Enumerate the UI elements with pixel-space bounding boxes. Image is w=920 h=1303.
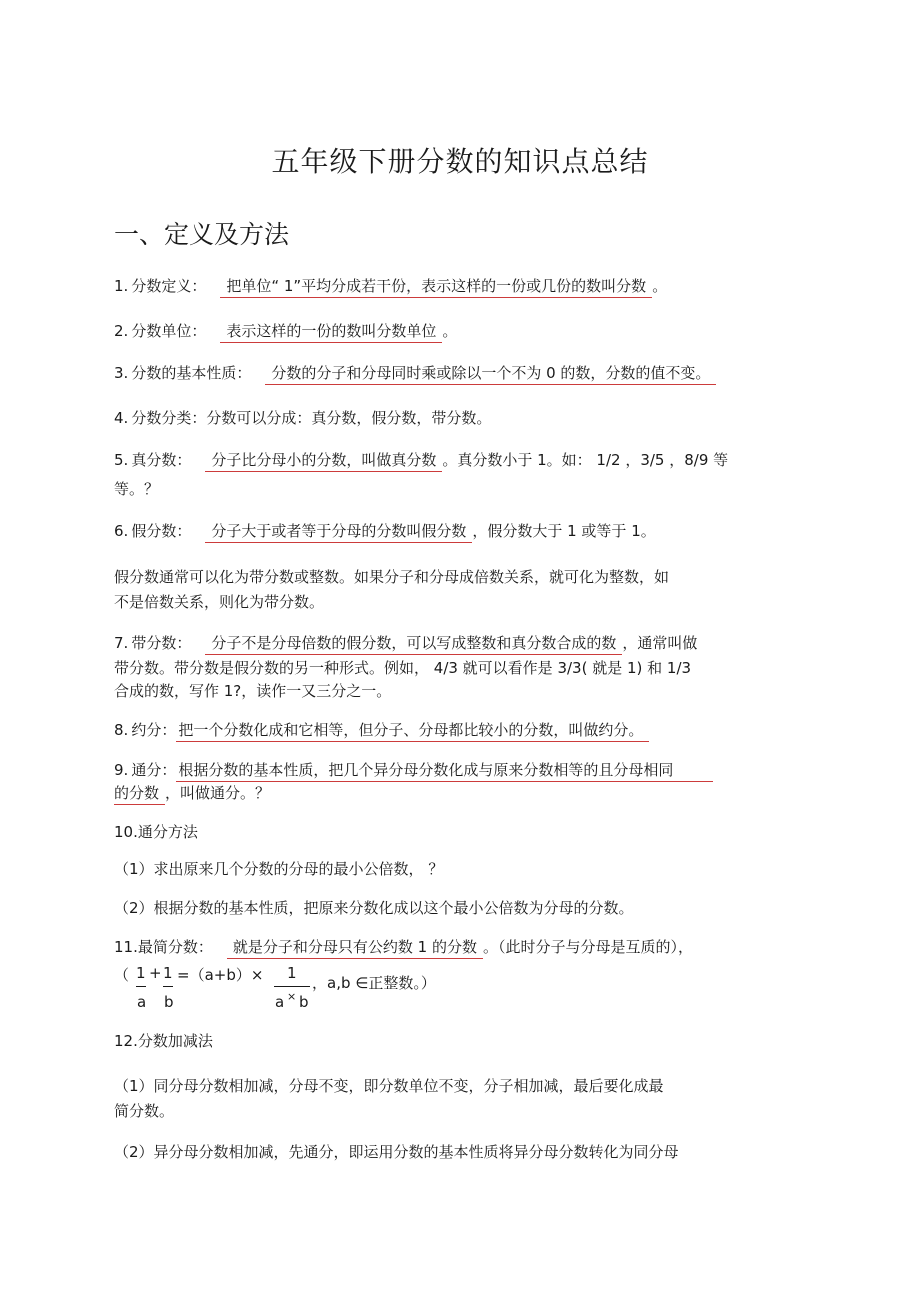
definition-underlined: 就是分子和分母只有公约数 1 的分数 xyxy=(227,938,483,959)
formula-denominator-3a: a xyxy=(275,993,285,1011)
item-number: 2. xyxy=(114,322,129,340)
item-7-line-2: 带分数。带分数是假分数的另一种形式。例如， 4/3 就可以看作是 3/3( 就是 1) 和 1/3 xyxy=(114,659,692,677)
formula-fraction-bar-1 xyxy=(136,986,146,987)
item-end: 。 xyxy=(652,277,668,295)
definition-underlined: 分子大于或者等于分母的分数叫假分数 xyxy=(205,522,472,543)
item-number: 3. xyxy=(114,364,129,382)
item-11 xyxy=(114,937,693,957)
item-end: 。 xyxy=(442,322,458,340)
item-12 xyxy=(114,1031,213,1051)
paragraph-improper-fraction: 假分数通常可以化为带分数或整数。如果分子和分母成倍数关系，就可化为整数，如 xyxy=(114,568,670,586)
definition-underlined: 把单位“ 1”平均分成若干份，表示这样的一份或几份的数叫分数 xyxy=(220,277,652,298)
item-3 xyxy=(114,363,716,383)
item-label: 通分： xyxy=(131,761,177,779)
formula-numerator-3: 1 xyxy=(287,964,297,982)
item-label: 最简分数： xyxy=(137,938,213,956)
definition-underlined: 把一个分数化成和它相等，但分子、分母都比较小的分数，叫做约分。 xyxy=(176,721,649,742)
formula-denominator-3b: b xyxy=(299,993,309,1011)
item-9-line-2 xyxy=(114,783,270,803)
definition-underlined: 表示这样的一份的数叫分数单位 xyxy=(220,322,442,343)
item-7-line-3: 合成的数，写作 1?，读作一又三分之一。 xyxy=(114,682,392,700)
item-12-step-2: （2）异分母分数相加减，先通分，即运用分数的基本性质将异分母分数转化为同分母 xyxy=(114,1143,679,1161)
item-number: 11. xyxy=(114,938,138,956)
item-label: 分数单位： xyxy=(131,322,207,340)
item-end: 。 xyxy=(695,364,711,382)
item-12-step-1-line-2: 简分数。 xyxy=(114,1102,175,1120)
item-tail: ，叫做通分。？ xyxy=(165,784,271,802)
item-4 xyxy=(114,408,491,428)
item-text: 分数加减法 xyxy=(137,1032,213,1050)
formula-open-paren: （ xyxy=(114,966,130,984)
item-label: 约分： xyxy=(131,721,177,739)
item-label: 分数的基本性质： xyxy=(131,364,252,382)
item-2 xyxy=(114,321,457,341)
item-text: 通分方法 xyxy=(137,823,198,841)
item-tail: ，假分数大于 1 或等于 1。 xyxy=(472,522,656,540)
item-number: 4. xyxy=(114,409,129,427)
item-number: 12. xyxy=(114,1032,138,1050)
item-7 xyxy=(114,633,697,653)
formula-numerator-1: 1 xyxy=(136,964,146,982)
item-10-step-1: （1）求出原来几个分数的分母的最小公倍数， ？ xyxy=(114,860,444,878)
item-number: 1. xyxy=(114,277,129,295)
item-tail: ，通常叫做 xyxy=(622,634,698,652)
formula-fraction-bar-3 xyxy=(274,986,310,987)
formula-numerator-2: 1 xyxy=(163,964,173,982)
formula-equals-part: =（a+b）× xyxy=(177,966,264,984)
formula-fraction-bar-2 xyxy=(163,986,173,987)
item-6 xyxy=(114,521,656,541)
definition-text: 分数的分子和分母同时乘或除以一个不为 0 的数，分数的值不变 xyxy=(271,364,696,382)
item-5 xyxy=(114,450,728,470)
page-title: 五年级下册分数的知识点总结 xyxy=(271,145,649,178)
item-5-line-2: 等。？ xyxy=(114,480,160,498)
formula-times-symbol: × xyxy=(287,990,297,1003)
item-label: 真分数： xyxy=(131,451,192,469)
definition-underlined-continued: 的分数 xyxy=(114,784,165,805)
formula-plus: + xyxy=(149,964,162,982)
section-heading: 一、定义及方法 xyxy=(114,220,290,249)
item-number: 8. xyxy=(114,721,129,739)
item-12-step-1: （1）同分母分数相加减，分母不变，即分数单位不变，分子相加减，最后要化成最 xyxy=(114,1077,664,1095)
item-number: 6. xyxy=(114,522,129,540)
definition-underlined: 分子比分母小的分数，叫做真分数 xyxy=(205,451,442,472)
definition-underlined: 根据分数的基本性质，把几个异分母分数化成与原来分数相等的且分母相同 xyxy=(176,761,713,782)
formula-denominator-b: b xyxy=(164,993,174,1011)
item-label: 假分数： xyxy=(131,522,192,540)
formula-tail: ，a,b ∈正整数。） xyxy=(312,974,436,992)
item-number: 7. xyxy=(114,634,129,652)
definition-underlined: 分子不是分母倍数的假分数，可以写成整数和真分数合成的数 xyxy=(205,634,622,655)
item-9 xyxy=(114,760,713,780)
definition-underlined xyxy=(265,364,716,385)
item-label: 带分数： xyxy=(131,634,192,652)
paragraph-improper-fraction-line-2: 不是倍数关系，则化为带分数。 xyxy=(114,593,325,611)
item-number: 9. xyxy=(114,761,129,779)
item-label: 分数定义： xyxy=(131,277,207,295)
item-number: 10. xyxy=(114,823,138,841)
item-1 xyxy=(114,276,667,296)
formula-denominator-a: a xyxy=(137,993,147,1011)
item-8 xyxy=(114,720,649,740)
item-number: 5. xyxy=(114,451,129,469)
item-10 xyxy=(114,822,198,842)
item-tail: 。真分数小于 1。如： 1/2 ，3/5 ，8/9 等 xyxy=(442,451,729,469)
item-10-step-2: （2）根据分数的基本性质，把原来分数化成以这个最小公倍数为分母的分数。 xyxy=(114,899,634,917)
item-tail: 。（此时分子与分母是互质的）， xyxy=(482,938,693,956)
item-text: 分数分类：分数可以分成：真分数，假分数，带分数。 xyxy=(131,409,492,427)
